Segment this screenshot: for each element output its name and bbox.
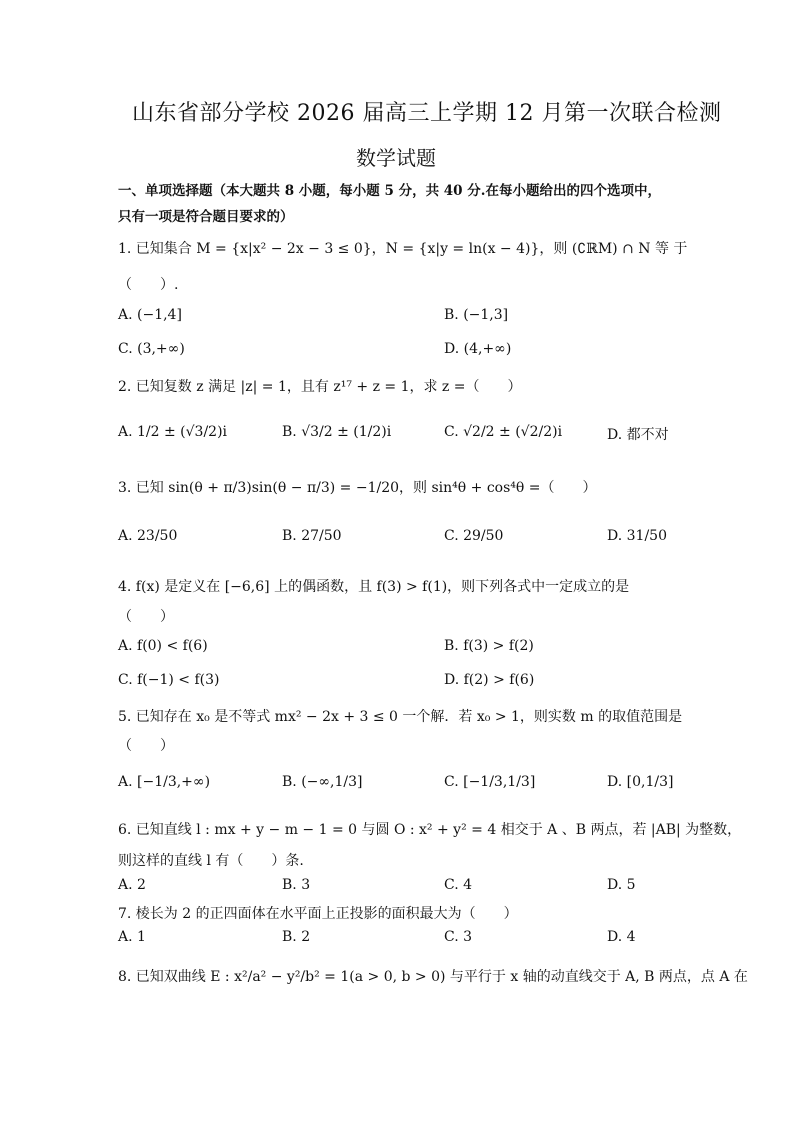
question-2-option-d[interactable]: D. 都不对 — [607, 427, 669, 443]
question-1-stem: 1. 已知集合 M = {x|x² − 2x − 3 ≤ 0}，N = {x|y = ln(x − 4)}，则 (∁ℝM) ∩ N 等 于 — [118, 241, 688, 257]
question-6-option-d[interactable]: D. 5 — [607, 877, 636, 893]
question-7-stem: 7. 棱长为 2 的正四面体在水平面上正投影的面积最大为（ ） — [118, 906, 518, 922]
question-1-stem-cont: （ ）. — [118, 277, 179, 293]
question-1-option-b[interactable]: B. (−1,3] — [444, 307, 509, 323]
question-3-stem: 3. 已知 sin(θ + π/3)sin(θ − π/3) = −1/20，则 sin⁴θ + cos⁴θ =（ ） — [118, 480, 597, 496]
question-2-option-b[interactable]: B. √3/2 ± (1/2)i — [282, 424, 392, 440]
question-5-stem: 5. 已知存在 x₀ 是不等式 mx² − 2x + 3 ≤ 0 一个解．若 x₀ > 1，则实数 m 的取值范围是 — [118, 709, 683, 725]
question-1-option-a[interactable]: A. (−1,4] — [118, 307, 182, 323]
question-5-option-d[interactable]: D. [0,1/3] — [607, 774, 674, 790]
question-5-stem-cont: （ ） — [118, 738, 174, 754]
question-5-option-b[interactable]: B. (−∞,1/3] — [282, 774, 363, 790]
page-title: 山东省部分学校 2026 届高三上学期 12 月第一次联合检测 — [132, 101, 722, 126]
question-6-stem: 6. 已知直线 l : mx + y − m − 1 = 0 与圆 O : x² + y² = 4 相交于 A 、B 两点，若 |AB| 为整数， — [118, 822, 742, 838]
question-7-option-b[interactable]: B. 2 — [282, 929, 311, 945]
question-6-option-a[interactable]: A. 2 — [118, 877, 146, 893]
question-4-option-c[interactable]: C. f(−1) < f(3) — [118, 672, 220, 688]
question-5-option-a[interactable]: A. [−1/3,+∞) — [118, 774, 211, 790]
question-2-option-a[interactable]: A. 1/2 ± (√3/2)i — [118, 424, 228, 440]
question-1-option-c[interactable]: C. (3,+∞) — [118, 341, 185, 357]
question-4-option-b[interactable]: B. f(3) > f(2) — [444, 638, 534, 654]
question-4-option-a[interactable]: A. f(0) < f(6) — [118, 638, 208, 654]
question-3-option-b[interactable]: B. 27/50 — [282, 528, 342, 544]
question-2-stem: 2. 已知复数 z 满足 |z| = 1，且有 z¹⁷ + z = 1，求 z =（ ） — [118, 379, 522, 395]
question-4-stem-cont: （ ） — [118, 609, 174, 625]
question-1-option-d[interactable]: D. (4,+∞) — [444, 341, 512, 357]
question-6-option-c[interactable]: C. 4 — [444, 877, 473, 893]
question-8-stem: 8. 已知双曲线 E : x²/a² − y²/b² = 1(a > 0, b > 0) 与平行于 x 轴的动直线交于 A, B 两点，点 A 在 — [118, 969, 748, 985]
question-6-stem-cont: 则这样的直线 l 有（ ）条. — [118, 853, 304, 869]
section-heading-line2: 只有一项是符合题目要求的） — [118, 209, 294, 225]
question-7-option-a[interactable]: A. 1 — [118, 929, 146, 945]
question-4-stem: 4. f(x) 是定义在 [−6,6] 上的偶函数，且 f(3) > f(1)，则下列各式中一定成立的是 — [118, 579, 630, 595]
question-5-option-c[interactable]: C. [−1/3,1/3] — [444, 774, 536, 790]
question-3-option-c[interactable]: C. 29/50 — [444, 528, 504, 544]
question-3-option-d[interactable]: D. 31/50 — [607, 528, 667, 544]
question-2-option-c[interactable]: C. √2/2 ± (√2/2)i — [444, 424, 563, 440]
question-7-option-c[interactable]: C. 3 — [444, 929, 473, 945]
question-6-option-b[interactable]: B. 3 — [282, 877, 311, 893]
question-3-option-a[interactable]: A. 23/50 — [118, 528, 178, 544]
page-subtitle: 数学试题 — [356, 146, 436, 170]
question-4-option-d[interactable]: D. f(2) > f(6) — [444, 672, 535, 688]
section-heading-line1: 一、单项选择题（本大题共 8 小题，每小题 5 分，共 40 分.在每小题给出的四个选项中， — [118, 183, 661, 199]
question-7-option-d[interactable]: D. 4 — [607, 929, 636, 945]
